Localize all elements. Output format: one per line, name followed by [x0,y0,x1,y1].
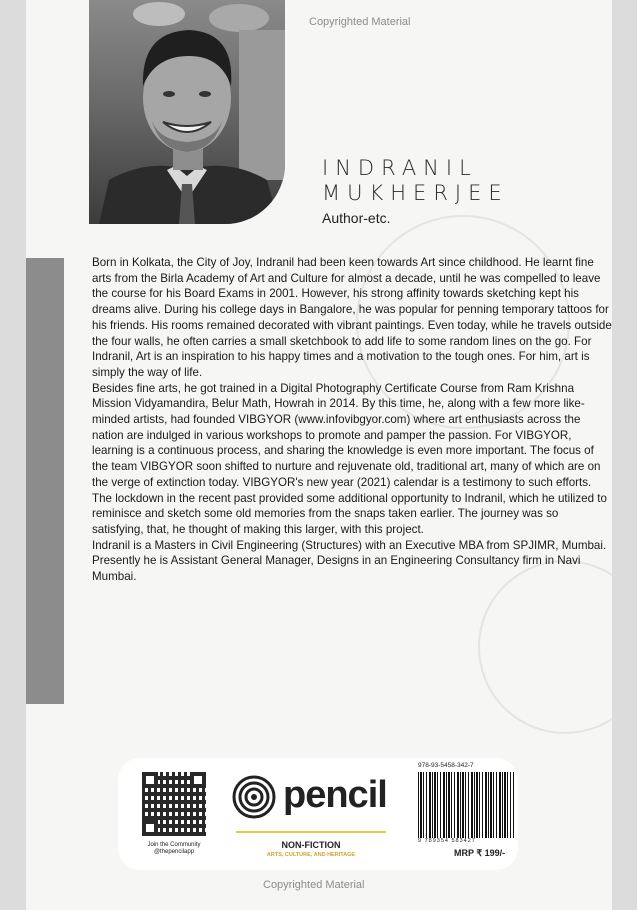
publisher-name: pencil [283,774,387,816]
qr-caption [134,842,214,856]
barcode-digits: 9 789354 583427 [418,838,476,844]
author-portrait-illustration [89,0,285,224]
author-photo [89,0,285,224]
publisher-footer [118,758,518,870]
author-role: Author-etc. [322,210,391,226]
isbn-number: 978-93-5458-342-7 [418,762,474,769]
author-first-name: INDRANIL [322,156,478,180]
copyright-watermark: Copyrighted Material [309,16,411,28]
genre-subtitle: ARTS, CULTURE, AND HERITAGE [266,852,356,858]
copyright-watermark: Copyrighted Material [263,879,365,891]
bio-paragraph: Indranil is a Masters in Civil Engineering (Structures) with an Executive MBA from SPJIMR, Mumbai. Presently he is Assistant General Manager, Designs in an Engineering Consultancy firm in Navi Mumbai. [92,538,607,584]
book-back-cover [26,0,612,910]
divider [236,831,386,833]
qr-caption-line: @thepencilapp [153,849,195,855]
decorative-circle [478,560,612,734]
bio-paragraph: Born in Kolkata, the City of Joy, Indranil had been keen towards Art since childhood. He learnt fine arts from the Birla Academy of Art and Culture for almost a decade, until he was compelled to leave the course for his Board Exams in 2001. However, his strong affinity towards sketching kept his dreams alive. During his college days in Bangalore, he was popular for penning temporary tattoos for his friends. His rooms remained decorated with vibrant paintings. Even today, while he travels outside the four walls, he often carries a small sketchbook to add life to some random lines on the go. For Indranil, Art is an inspiration to his happy times and a motivation to the tough ones. For him, art is simply the way of life. [92,256,612,379]
qr-caption-line: Join the Community [147,842,201,848]
author-last-name: MUKHERJEE [322,181,509,205]
genre-label: NON-FICTION [281,840,341,850]
isbn-barcode-icon [418,772,514,838]
price-label: MRP ₹ 199/- [454,848,506,858]
qr-code-icon [142,772,206,836]
bio-paragraph: Besides fine arts, he got trained in a Digital Photography Certificate Course from Ram Krishna Mission Vidyamandira, Belur Math, Howrah in 2014. By this time, he, along with a few more like-minded artists, had founded VIBGYOR (www.infovibgyor.com) where art enthusiasts across the nation are indulged in various workshops to promote and pamper the passion. For VIBGYOR, learning is a continuous process, and sharing the knowledge is even more important. The focus of the team VIBGYOR soon shifted to nurture and rejuvenate old, traditional art, many of which are on the verge of extinction today. VIBGYOR's new year (2021) calendar is a testimony to such efforts. The lockdown in the recent past provided some additional opportunity to Indranil, which he utilized to reminisce and sketch some old memories from the snaps taken earlier. The journey was so satisfying, that, he thought of making this larger, with this project. [92,381,607,536]
side-accent-bar [26,258,64,704]
author-bio [92,255,612,585]
pencil-spiral-logo-icon [232,775,276,819]
